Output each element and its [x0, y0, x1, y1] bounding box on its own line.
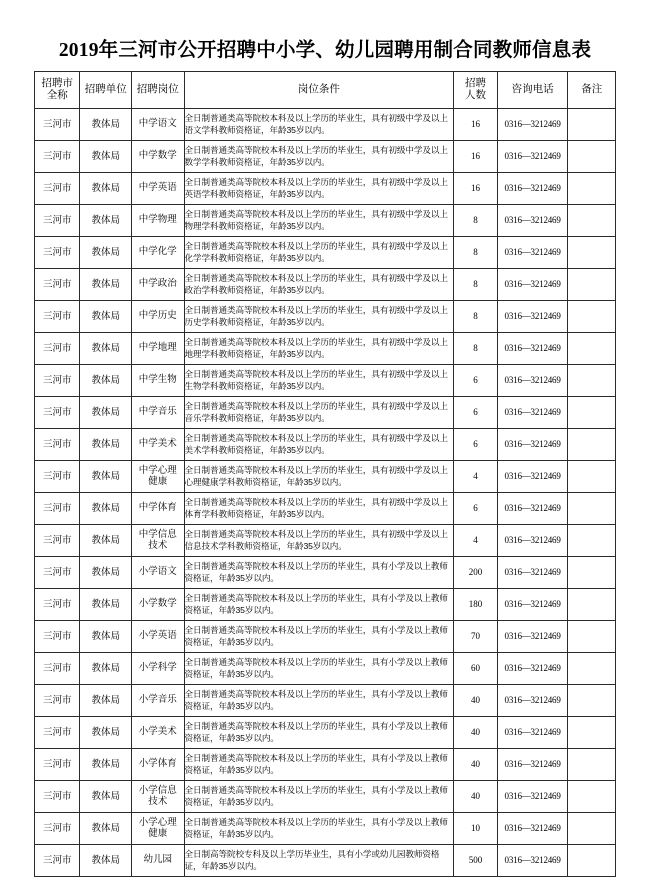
cell-unit: 教体局 — [80, 237, 132, 269]
cell-note — [568, 525, 616, 557]
cell-post-line1: 中学化学 — [138, 246, 177, 258]
cell-post — [132, 397, 185, 429]
cell-city: 三河市 — [35, 781, 80, 813]
cell-post — [132, 205, 185, 237]
cell-phone: 0316—3212469 — [497, 749, 568, 781]
cell-condition: 全日制普通类高等院校本科及以上学历的毕业生，具有初级中学及以上地理学科教师资格证，年龄35岁以内。 — [184, 333, 454, 365]
cell-condition: 全日制普通类高等院校本科及以上学历的毕业生，具有初级中学及以上音乐学科教师资格证，年龄35岁以内。 — [184, 397, 454, 429]
cell-note — [568, 109, 616, 141]
table-row — [35, 781, 616, 813]
cell-phone: 0316—3212469 — [497, 557, 568, 589]
table-row — [35, 717, 616, 749]
cell-condition: 全日制普通类高等院校本科及以上学历的毕业生，具有小学及以上教师资格证，年龄35岁以内。 — [184, 781, 454, 813]
cell-condition: 全日制普通类高等院校本科及以上学历的毕业生，具有小学及以上教师资格证，年龄35岁以内。 — [184, 621, 454, 653]
cell-count: 10 — [454, 813, 497, 845]
table-row — [35, 205, 616, 237]
cell-post-line1: 中学音乐 — [138, 406, 177, 418]
cell-post-line2: 健康 — [148, 827, 168, 839]
table-row — [35, 333, 616, 365]
cell-note — [568, 141, 616, 173]
table-row — [35, 397, 616, 429]
cell-count: 40 — [454, 717, 497, 749]
cell-count: 40 — [454, 685, 497, 717]
cell-post-line2: 健康 — [148, 475, 168, 487]
cell-note — [568, 717, 616, 749]
cell-post — [132, 365, 185, 397]
recruitment-table — [34, 71, 616, 877]
cell-post-line1: 小学英语 — [138, 630, 177, 642]
cell-city: 三河市 — [35, 141, 80, 173]
column-header-count — [454, 72, 497, 109]
cell-note — [568, 781, 616, 813]
cell-post — [132, 269, 185, 301]
cell-condition: 全日制普通类高等院校本科及以上学历的毕业生，具有小学及以上教师资格证，年龄35岁以内。 — [184, 653, 454, 685]
cell-post — [132, 301, 185, 333]
cell-condition: 全日制普通类高等院校本科及以上学历的毕业生，具有初级中学及以上数学学科教师资格证，年龄35岁以内。 — [184, 141, 454, 173]
cell-post-line1: 小学心理 — [138, 817, 177, 828]
cell-post — [132, 749, 185, 781]
cell-condition: 全日制高等院校专科及以上学历毕业生，具有小学或幼儿园教师资格证，年龄35岁以内。 — [184, 845, 454, 877]
table-row — [35, 237, 616, 269]
cell-post-line1: 小学科学 — [138, 662, 177, 674]
cell-post-line1: 中学信息 — [138, 529, 177, 540]
cell-phone: 0316—3212469 — [497, 493, 568, 525]
column-header-condition: 岗位条件 — [184, 72, 454, 109]
cell-condition: 全日制普通类高等院校本科及以上学历的毕业生，具有小学及以上教师资格证，年龄35岁以内。 — [184, 717, 454, 749]
cell-condition: 全日制普通类高等院校本科及以上学历的毕业生，具有初级中学及以上心理健康学科教师资格证，年龄35岁以内。 — [184, 461, 454, 493]
cell-unit: 教体局 — [80, 717, 132, 749]
cell-count: 6 — [454, 429, 497, 461]
column-header-count-line1: 招聘 — [465, 77, 487, 89]
cell-unit: 教体局 — [80, 429, 132, 461]
cell-city: 三河市 — [35, 461, 80, 493]
cell-phone: 0316—3212469 — [497, 109, 568, 141]
cell-post-line1: 中学英语 — [138, 182, 177, 194]
cell-post — [132, 781, 185, 813]
cell-post-line1: 中学体育 — [138, 502, 177, 514]
cell-count: 8 — [454, 205, 497, 237]
cell-note — [568, 557, 616, 589]
cell-post-line1: 小学美术 — [138, 726, 177, 738]
cell-city: 三河市 — [35, 173, 80, 205]
cell-city: 三河市 — [35, 269, 80, 301]
cell-post-line1: 中学语文 — [138, 118, 177, 130]
cell-city: 三河市 — [35, 493, 80, 525]
cell-post-line1: 小学语文 — [138, 566, 177, 578]
cell-note — [568, 301, 616, 333]
cell-city: 三河市 — [35, 845, 80, 877]
cell-post — [132, 461, 185, 493]
cell-post-line1: 中学美术 — [138, 438, 177, 450]
cell-condition: 全日制普通类高等院校本科及以上学历的毕业生，具有初级中学及以上美术学科教师资格证，年龄35岁以内。 — [184, 429, 454, 461]
table-row — [35, 525, 616, 557]
cell-condition: 全日制普通类高等院校本科及以上学历的毕业生，具有小学及以上教师资格证，年龄35岁以内。 — [184, 749, 454, 781]
table-row — [35, 589, 616, 621]
cell-post-line1: 中学政治 — [138, 278, 177, 290]
cell-post — [132, 685, 185, 717]
cell-phone: 0316—3212469 — [497, 269, 568, 301]
cell-phone: 0316—3212469 — [497, 621, 568, 653]
cell-note — [568, 269, 616, 301]
table-row — [35, 269, 616, 301]
cell-condition: 全日制普通类高等院校本科及以上学历的毕业生，具有小学及以上教师资格证，年龄35岁以内。 — [184, 557, 454, 589]
cell-post — [132, 589, 185, 621]
table-header — [35, 72, 616, 109]
cell-count: 6 — [454, 365, 497, 397]
cell-post — [132, 525, 185, 557]
cell-post-line2: 技术 — [148, 539, 168, 551]
cell-condition: 全日制普通类高等院校本科及以上学历的毕业生，具有小学及以上教师资格证，年龄35岁以内。 — [184, 813, 454, 845]
cell-count: 500 — [454, 845, 497, 877]
cell-count: 6 — [454, 493, 497, 525]
cell-post — [132, 621, 185, 653]
cell-count: 8 — [454, 333, 497, 365]
cell-phone: 0316—3212469 — [497, 173, 568, 205]
cell-count: 40 — [454, 749, 497, 781]
cell-count: 8 — [454, 301, 497, 333]
cell-phone: 0316—3212469 — [497, 813, 568, 845]
cell-unit: 教体局 — [80, 397, 132, 429]
table-row — [35, 365, 616, 397]
cell-city: 三河市 — [35, 109, 80, 141]
cell-note — [568, 333, 616, 365]
cell-city: 三河市 — [35, 301, 80, 333]
cell-city: 三河市 — [35, 717, 80, 749]
cell-note — [568, 845, 616, 877]
cell-condition: 全日制普通类高等院校本科及以上学历的毕业生，具有初级中学及以上历史学科教师资格证，年龄35岁以内。 — [184, 301, 454, 333]
column-header-post: 招聘岗位 — [132, 72, 185, 109]
cell-note — [568, 205, 616, 237]
cell-note — [568, 365, 616, 397]
cell-post-line1: 小学信息 — [138, 785, 177, 796]
cell-post-line1: 中学生物 — [138, 374, 177, 386]
cell-note — [568, 173, 616, 205]
cell-count: 16 — [454, 141, 497, 173]
cell-post-line1: 中学地理 — [138, 342, 177, 354]
cell-post — [132, 333, 185, 365]
cell-condition: 全日制普通类高等院校本科及以上学历的毕业生，具有小学及以上教师资格证，年龄35岁以内。 — [184, 589, 454, 621]
cell-unit: 教体局 — [80, 749, 132, 781]
cell-post — [132, 109, 185, 141]
cell-phone: 0316—3212469 — [497, 685, 568, 717]
cell-phone: 0316—3212469 — [497, 397, 568, 429]
cell-phone: 0316—3212469 — [497, 365, 568, 397]
cell-note — [568, 589, 616, 621]
cell-unit: 教体局 — [80, 557, 132, 589]
cell-count: 4 — [454, 461, 497, 493]
cell-city: 三河市 — [35, 205, 80, 237]
cell-unit: 教体局 — [80, 525, 132, 557]
cell-phone: 0316—3212469 — [497, 845, 568, 877]
cell-unit: 教体局 — [80, 781, 132, 813]
cell-city: 三河市 — [35, 365, 80, 397]
cell-city: 三河市 — [35, 589, 80, 621]
cell-phone: 0316—3212469 — [497, 141, 568, 173]
cell-condition: 全日制普通类高等院校本科及以上学历的毕业生，具有小学及以上教师资格证，年龄35岁以内。 — [184, 685, 454, 717]
cell-city: 三河市 — [35, 333, 80, 365]
cell-unit: 教体局 — [80, 173, 132, 205]
cell-unit: 教体局 — [80, 141, 132, 173]
cell-post — [132, 141, 185, 173]
cell-city: 三河市 — [35, 557, 80, 589]
table-row — [35, 621, 616, 653]
cell-unit: 教体局 — [80, 461, 132, 493]
cell-condition: 全日制普通类高等院校本科及以上学历的毕业生，具有初级中学及以上物理学科教师资格证，年龄35岁以内。 — [184, 205, 454, 237]
cell-post — [132, 493, 185, 525]
cell-phone: 0316—3212469 — [497, 717, 568, 749]
table-row — [35, 461, 616, 493]
cell-post-line1: 幼儿园 — [143, 854, 173, 866]
cell-count: 4 — [454, 525, 497, 557]
table-row — [35, 557, 616, 589]
table-row — [35, 845, 616, 877]
cell-city: 三河市 — [35, 621, 80, 653]
cell-count: 200 — [454, 557, 497, 589]
cell-note — [568, 493, 616, 525]
cell-post-line1: 中学历史 — [138, 310, 177, 322]
cell-post — [132, 845, 185, 877]
table-row — [35, 301, 616, 333]
column-header-city — [35, 72, 80, 109]
cell-condition: 全日制普通类高等院校本科及以上学历的毕业生，具有初级中学及以上语文学科教师资格证，年龄35岁以内。 — [184, 109, 454, 141]
table-row — [35, 141, 616, 173]
cell-unit: 教体局 — [80, 845, 132, 877]
cell-phone: 0316—3212469 — [497, 205, 568, 237]
cell-note — [568, 397, 616, 429]
cell-unit: 教体局 — [80, 653, 132, 685]
column-header-note: 备注 — [568, 72, 616, 109]
cell-phone: 0316—3212469 — [497, 589, 568, 621]
cell-city: 三河市 — [35, 653, 80, 685]
cell-post-line1: 中学心理 — [138, 465, 177, 476]
table-row — [35, 493, 616, 525]
cell-phone: 0316—3212469 — [497, 525, 568, 557]
table-row — [35, 813, 616, 845]
cell-phone: 0316—3212469 — [497, 333, 568, 365]
table-row — [35, 173, 616, 205]
cell-count: 60 — [454, 653, 497, 685]
cell-unit: 教体局 — [80, 589, 132, 621]
cell-city: 三河市 — [35, 429, 80, 461]
cell-unit: 教体局 — [80, 269, 132, 301]
cell-post — [132, 429, 185, 461]
cell-city: 三河市 — [35, 813, 80, 845]
cell-phone: 0316—3212469 — [497, 301, 568, 333]
cell-unit: 教体局 — [80, 813, 132, 845]
cell-post — [132, 717, 185, 749]
cell-post-line1: 小学体育 — [138, 758, 177, 770]
cell-condition: 全日制普通类高等院校本科及以上学历的毕业生，具有初级中学及以上生物学科教师资格证，年龄35岁以内。 — [184, 365, 454, 397]
header-row — [35, 72, 616, 109]
cell-unit: 教体局 — [80, 301, 132, 333]
cell-city: 三河市 — [35, 525, 80, 557]
cell-city: 三河市 — [35, 397, 80, 429]
cell-phone: 0316—3212469 — [497, 653, 568, 685]
cell-post — [132, 813, 185, 845]
table-row — [35, 685, 616, 717]
cell-condition: 全日制普通类高等院校本科及以上学历的毕业生，具有初级中学及以上政治学科教师资格证，年龄35岁以内。 — [184, 269, 454, 301]
cell-condition: 全日制普通类高等院校本科及以上学历的毕业生，具有初级中学及以上信息技术学科教师资格证，年龄35岁以内。 — [184, 525, 454, 557]
cell-condition: 全日制普通类高等院校本科及以上学历的毕业生，具有初级中学及以上化学学科教师资格证，年龄35岁以内。 — [184, 237, 454, 269]
table-row — [35, 109, 616, 141]
cell-note — [568, 621, 616, 653]
cell-city: 三河市 — [35, 685, 80, 717]
table-row — [35, 653, 616, 685]
cell-note — [568, 429, 616, 461]
column-header-unit: 招聘单位 — [80, 72, 132, 109]
cell-count: 70 — [454, 621, 497, 653]
cell-count: 6 — [454, 397, 497, 429]
column-header-city-line2: 全称 — [46, 90, 68, 101]
cell-post — [132, 653, 185, 685]
cell-count: 16 — [454, 109, 497, 141]
cell-city: 三河市 — [35, 237, 80, 269]
cell-post-line2: 技术 — [148, 795, 168, 807]
cell-unit: 教体局 — [80, 685, 132, 717]
table-row — [35, 429, 616, 461]
cell-note — [568, 685, 616, 717]
recruitment-table-container — [34, 71, 616, 877]
cell-unit: 教体局 — [80, 109, 132, 141]
cell-unit: 教体局 — [80, 493, 132, 525]
cell-condition: 全日制普通类高等院校本科及以上学历的毕业生，具有初级中学及以上英语学科教师资格证，年龄35岁以内。 — [184, 173, 454, 205]
column-header-phone: 咨询电话 — [497, 72, 568, 109]
cell-count: 40 — [454, 781, 497, 813]
cell-post-line1: 小学音乐 — [138, 694, 177, 706]
cell-phone: 0316—3212469 — [497, 781, 568, 813]
column-header-city-line1: 招聘市 — [41, 77, 73, 89]
cell-phone: 0316—3212469 — [497, 237, 568, 269]
cell-post — [132, 237, 185, 269]
cell-count: 16 — [454, 173, 497, 205]
cell-post — [132, 557, 185, 589]
cell-unit: 教体局 — [80, 333, 132, 365]
cell-note — [568, 653, 616, 685]
cell-unit: 教体局 — [80, 365, 132, 397]
cell-note — [568, 461, 616, 493]
cell-unit: 教体局 — [80, 621, 132, 653]
cell-note — [568, 749, 616, 781]
cell-note — [568, 813, 616, 845]
cell-count: 8 — [454, 269, 497, 301]
table-row — [35, 749, 616, 781]
cell-note — [568, 237, 616, 269]
cell-phone: 0316—3212469 — [497, 461, 568, 493]
cell-unit: 教体局 — [80, 205, 132, 237]
cell-phone: 0316—3212469 — [497, 429, 568, 461]
table-body — [35, 109, 616, 877]
cell-post-line1: 中学物理 — [138, 214, 177, 226]
cell-count: 8 — [454, 237, 497, 269]
cell-post-line1: 小学数学 — [138, 598, 177, 610]
cell-post — [132, 173, 185, 205]
cell-condition: 全日制普通类高等院校本科及以上学历的毕业生，具有初级中学及以上体育学科教师资格证，年龄35岁以内。 — [184, 493, 454, 525]
column-header-count-line2: 人数 — [465, 90, 487, 101]
cell-count: 180 — [454, 589, 497, 621]
page-title: 2019年三河市公开招聘中小学、幼儿园聘用制合同教师信息表 — [58, 40, 592, 61]
cell-city: 三河市 — [35, 749, 80, 781]
cell-post-line1: 中学数学 — [138, 150, 177, 162]
